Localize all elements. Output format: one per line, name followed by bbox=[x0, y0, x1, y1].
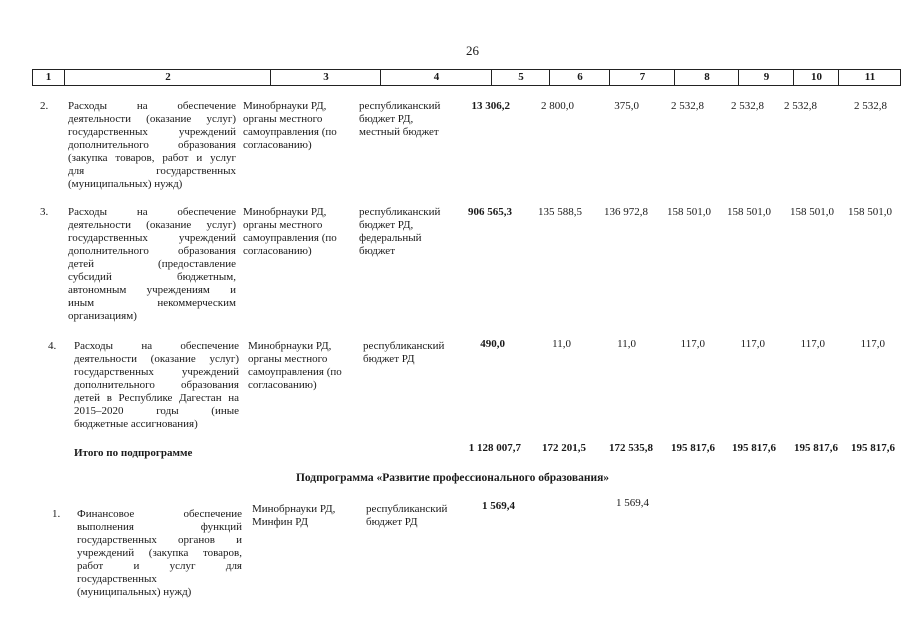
row-executor: Минобрнауки РД, Минфин РД bbox=[252, 503, 336, 528]
header-cell: 1 bbox=[45, 71, 52, 83]
row-description: Расходы на обеспечение деятельности (оказание услуг) государственных учреждений дополнительного образования детей в Республике Дагестан на 2015–2020 годы (иные бюджетные ассигнования) bbox=[74, 340, 239, 430]
row-funding-source: республиканский бюджет РД bbox=[366, 503, 448, 528]
cell-value: 117,0 bbox=[680, 338, 705, 350]
cell-value: 158 501,0 bbox=[667, 206, 711, 218]
cell-value: 172 201,5 bbox=[542, 442, 586, 454]
row-number: 3. bbox=[40, 206, 49, 218]
cell-value: 136 972,8 bbox=[604, 206, 648, 218]
row-executor: Минобрнауки РД, органы местного самоуправления (по согласованию) bbox=[248, 340, 342, 391]
row-description: Финансовое обеспечение выполнения функций государственных органов и учреждений (закупка товаров, работ и услуг для государственных (муниципальных) нужд) bbox=[77, 508, 242, 598]
cell-value: 158 501,0 bbox=[790, 206, 834, 218]
cell-value: 195 817,6 bbox=[851, 442, 895, 454]
row-description: Расходы на обеспечение деятельности (оказание услуг) государственных учреждений дополнительного образования (закупка товаров, работ и услуг для государственных (муниципальных) нужд) bbox=[68, 100, 236, 190]
row-total: 490,0 bbox=[480, 338, 505, 350]
subtotal-total: 1 128 007,7 bbox=[468, 442, 521, 454]
cell-value: 135 588,5 bbox=[538, 206, 582, 218]
cell-value: 195 817,6 bbox=[671, 442, 715, 454]
table-header-row bbox=[32, 69, 901, 86]
cell-value: 195 817,6 bbox=[732, 442, 776, 454]
cell-value: 117,0 bbox=[860, 338, 885, 350]
cell-value: 2 532,8 bbox=[854, 100, 887, 112]
header-cell: 11 bbox=[838, 70, 901, 85]
cell-value: 172 535,8 bbox=[609, 442, 653, 454]
row-number: 1. bbox=[52, 508, 61, 520]
cell-value: 117,0 bbox=[800, 338, 825, 350]
row-description: Расходы на обеспечение деятельности (оказание услуг) государственных учреждений дополнительного образования детей (предоставление субсидий бюджетным, автономным учреждениям и иным некоммерческим организациям) bbox=[68, 206, 236, 322]
row-executor: Минобрнауки РД, органы местного самоуправления (по согласованию) bbox=[243, 206, 337, 257]
cell-value: 11,0 bbox=[617, 338, 636, 350]
header-cell: 4 bbox=[380, 70, 492, 85]
page-number: 26 bbox=[466, 43, 479, 58]
cell-value: 375,0 bbox=[614, 100, 639, 112]
cell-value: 11,0 bbox=[552, 338, 571, 350]
header-cell: 10 bbox=[793, 70, 839, 85]
subtotal-label: Итого по подпрограмме bbox=[74, 447, 193, 459]
header-cell: 6 bbox=[549, 70, 610, 85]
row-number: 4. bbox=[48, 340, 57, 352]
cell-value: 158 501,0 bbox=[848, 206, 892, 218]
cell-value: 2 532,8 bbox=[784, 100, 817, 112]
header-cell: 3 bbox=[270, 70, 381, 85]
cell-value: 2 532,8 bbox=[671, 100, 704, 112]
cell-value: 2 532,8 bbox=[731, 100, 764, 112]
cell-value: 195 817,6 bbox=[794, 442, 838, 454]
row-funding-source: республиканский бюджет РД bbox=[363, 340, 445, 365]
header-cell: 7 bbox=[609, 70, 675, 85]
section-title: Подпрограмма «Развитие профессионального образования» bbox=[295, 472, 610, 484]
header-cell: 5 bbox=[491, 70, 550, 85]
row-total: 1 569,4 bbox=[482, 500, 515, 512]
row-funding-source: республиканский бюджет РД, федеральный бюджет bbox=[359, 206, 441, 257]
cell-value: 158 501,0 bbox=[727, 206, 771, 218]
row-funding-source: республиканский бюджет РД, местный бюджет bbox=[359, 100, 441, 138]
header-cell: 8 bbox=[674, 70, 739, 85]
cell-value: 2 800,0 bbox=[541, 100, 574, 112]
row-executor: Минобрнауки РД, органы местного самоуправления (по согласованию) bbox=[243, 100, 337, 151]
row-total: 13 306,2 bbox=[471, 100, 510, 112]
cell-value: 1 569,4 bbox=[616, 497, 649, 509]
header-cell: 2 bbox=[64, 70, 271, 85]
row-total: 906 565,3 bbox=[468, 206, 512, 218]
row-number: 2. bbox=[40, 100, 49, 112]
header-cell: 9 bbox=[738, 70, 794, 85]
cell-value: 117,0 bbox=[740, 338, 765, 350]
